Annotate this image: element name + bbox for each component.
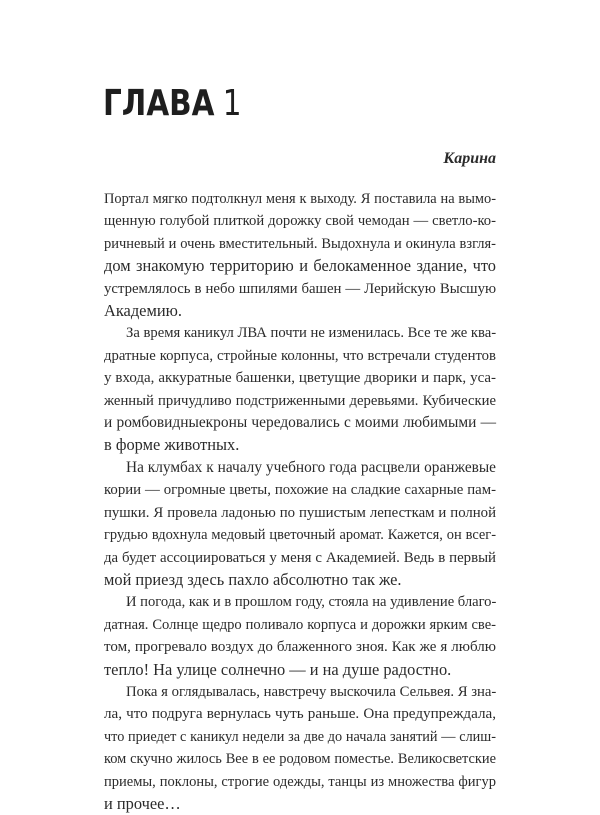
- text-line: и ромбовидныекроны чередовались с моими любимыми —: [104, 414, 496, 432]
- paragraph-2: [104, 322, 496, 456]
- text-line: кории — огромные цветы, похожие на сладкие сахарные пам-: [104, 482, 496, 499]
- text-line: дом знакомую территорию и белокаменное здание, что: [104, 256, 496, 276]
- text-line: мой приезд здесь пахло абсолютно так же.: [104, 569, 402, 589]
- paragraph-5: [104, 681, 496, 815]
- text-line: том, прогревало воздух до блаженного зноя. Как же я люблю: [104, 639, 496, 656]
- text-line: грудью вдохнула медовый цветочный аромат. Кажется, он всег-: [104, 527, 496, 544]
- text-line: Пока я оглядывалась, навстречу выскочила Сельвея. Я зна-: [126, 683, 497, 700]
- text-line: у входа, аккуратные башенки, цветущие дворики и парк, уса-: [104, 370, 496, 387]
- paragraph-1: [104, 188, 496, 322]
- text-line: ком скучно жилось Вее в ее родовом поместье. Великосветские: [104, 751, 496, 768]
- text-line: Академию.: [104, 301, 182, 321]
- text-line: На клумбах к началу учебного года расцвели оранжевые: [126, 458, 496, 476]
- text-line: и прочее…: [104, 793, 181, 813]
- chapter-number: 1: [222, 83, 242, 124]
- text-line: И погода, как и в прошлом году, стояла на удивление благо-: [126, 594, 497, 611]
- chapter-title: ГЛАВА: [103, 83, 215, 124]
- text-line: устремлялось в небо шпилями башен — Лерийскую Высшую: [104, 280, 496, 297]
- text-line: датная. Солнце щедро поливало корпуса и дорожки ярким све-: [104, 616, 496, 633]
- text-line: в форме животных.: [104, 435, 240, 455]
- text-line: женный причудливо подстриженными деревьями. Кубические: [104, 392, 496, 409]
- paragraph-4: [104, 591, 496, 681]
- text-line: тепло! На улице солнечно — и на душе радостно.: [104, 659, 452, 679]
- text-line: приемы, поклоны, строгие одежды, танцы из множества фигур: [104, 773, 496, 790]
- text-line: да будет ассоциироваться у меня с Академией. Ведь в первый: [104, 549, 496, 566]
- chapter-narrator: Карина: [443, 150, 496, 167]
- text-line: ла, что подруга вернулась чуть раньше. Она предупреждала,: [104, 706, 496, 723]
- text-line: что приедет с каникул недели за две до начала занятий — слиш-: [104, 728, 496, 745]
- text-line: щенную голубой плиткой дорожку свой чемодан — светло-ко-: [104, 213, 496, 230]
- text-line: Портал мягко подтолкнул меня к выходу. Я поставила на вымо-: [104, 191, 496, 207]
- paragraph-3: [104, 457, 496, 591]
- chapter-heading: [103, 82, 242, 126]
- text-line: пушки. Я провела ладонью по пушистым лепесткам и полной: [104, 504, 496, 521]
- text-line: За время каникул ЛВА почти не изменилась. Все те же ква-: [126, 325, 497, 342]
- body-text: [104, 188, 496, 815]
- text-line: ричневый и очень вместительный. Выдохнула и окинула взгля-: [104, 235, 496, 252]
- text-line: дратные корпуса, стройные колонны, что встречали студентов: [104, 347, 496, 364]
